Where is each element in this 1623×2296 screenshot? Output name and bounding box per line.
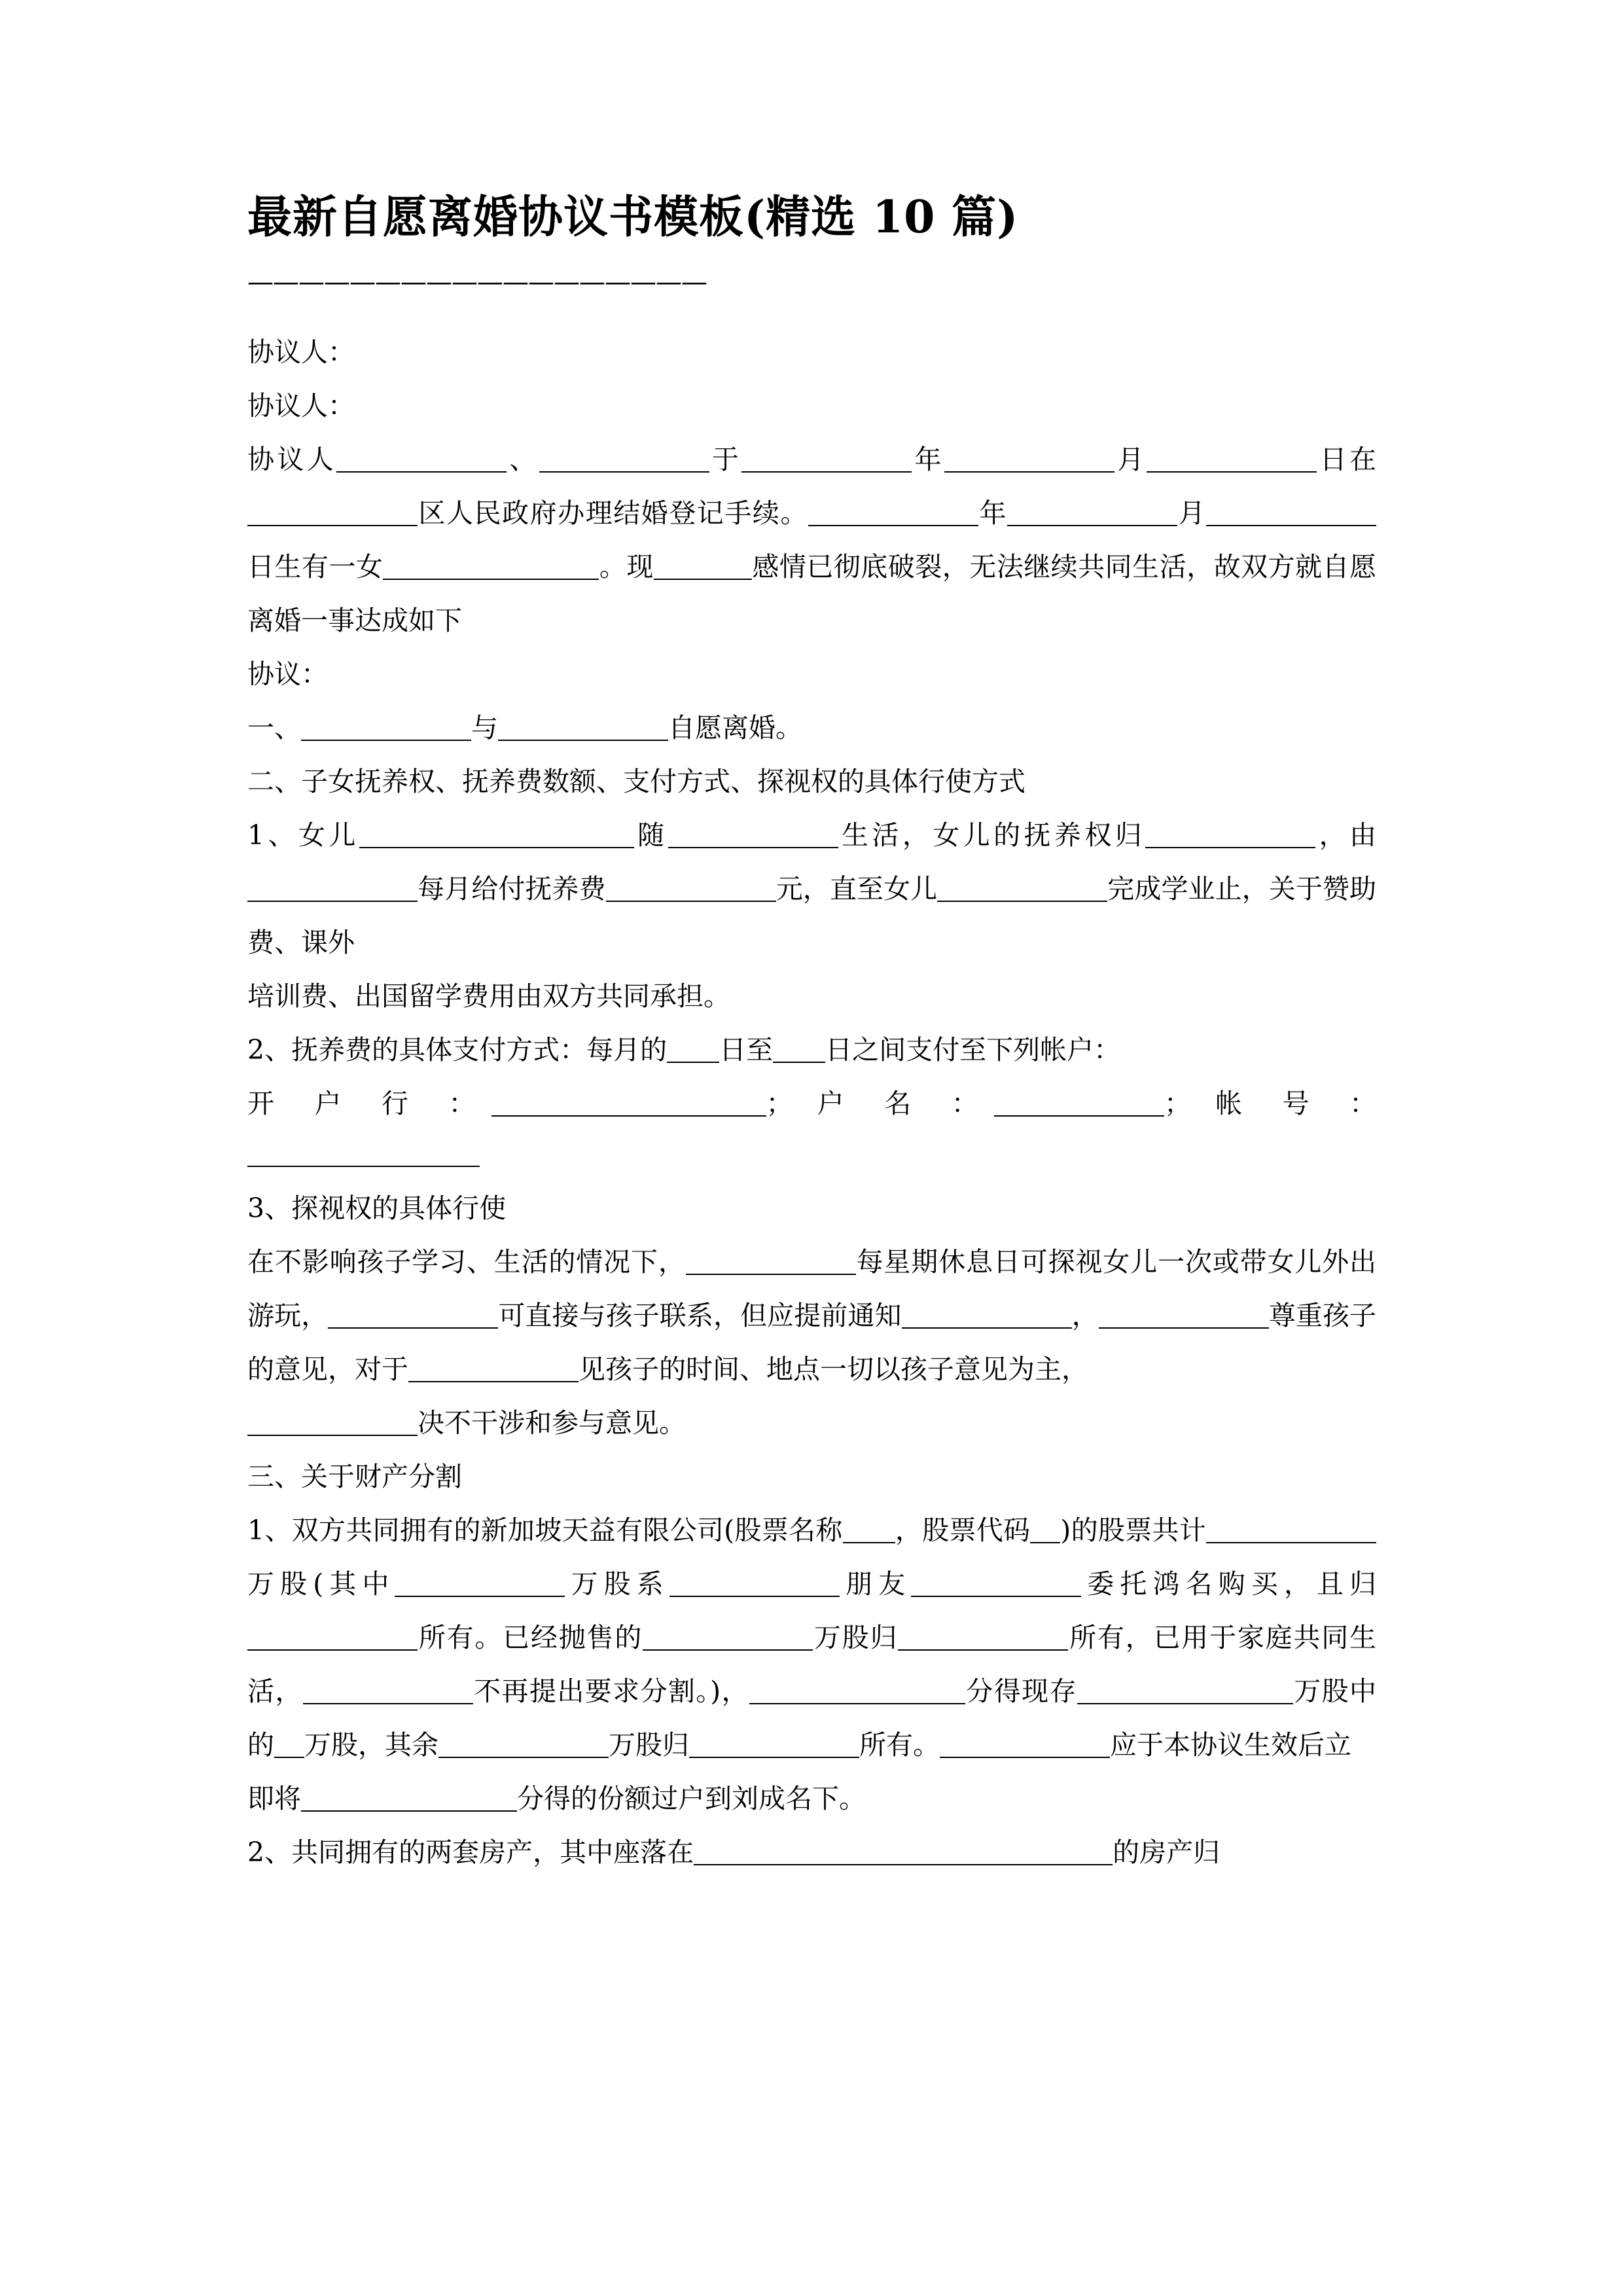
blank-visiting-party[interactable] xyxy=(686,1254,856,1275)
intro-text-g: 区人 xyxy=(418,497,474,529)
blank-respect-party[interactable] xyxy=(1099,1308,1269,1329)
sub3-text-3a: 尊重孩子的意见，对于 xyxy=(247,1300,1377,1385)
prop1-text-1c: )的股票共 xyxy=(1060,1515,1179,1546)
blank-subset-shares[interactable] xyxy=(395,1576,565,1597)
blank-no-claim-party[interactable] xyxy=(303,1683,473,1704)
prop1-text-2d: 朋友 xyxy=(839,1568,912,1600)
prop1-text-5b: 万股，其余 xyxy=(304,1729,438,1761)
prop1-text-6b: 分得的份额过户到刘成名下。 xyxy=(517,1783,866,1814)
prop2-text-1b: 的房产归 xyxy=(1113,1837,1221,1868)
prop1-text-5e: 应于本协议生效后立 xyxy=(1110,1729,1351,1761)
intro-text-2d: 日生有一女 xyxy=(247,551,383,583)
blank-bank-branch[interactable] xyxy=(491,1096,766,1117)
blank-pay-from-day[interactable] xyxy=(667,1042,719,1063)
blank-education-stage[interactable] xyxy=(937,881,1107,902)
clause-two-sub-one-cont: 培训费、出国留学费用由双方共同承担。 xyxy=(247,980,730,1012)
blank-contact-party[interactable] xyxy=(328,1308,498,1329)
blank-friend-name[interactable] xyxy=(911,1576,1081,1597)
clause-two-heading: 二、子女抚养权、抚养费数额、支付方式、探视权的具体行使方式 xyxy=(247,766,1026,797)
blank-rest-owner[interactable] xyxy=(689,1737,859,1758)
prop1-text-5d: 所有。 xyxy=(859,1729,940,1761)
prop2-text-1a: 2、共同拥有的两套房产，其中座落在 xyxy=(247,1837,694,1868)
intro-text-a: 协议人 xyxy=(247,444,336,475)
prop1-text-3d: 所有，已用于家庭共同生 xyxy=(1068,1622,1377,1653)
sub3-text-2c: ， xyxy=(1071,1300,1099,1331)
bank-account-line xyxy=(247,1077,1376,1130)
prop1-text-2e: 委托鸿名购买，且 xyxy=(1081,1568,1350,1600)
blank-meeting-party[interactable] xyxy=(408,1361,579,1382)
sub2-text-c: 日之间支付至下列帐户： xyxy=(825,1034,1121,1066)
blank-notify-party[interactable] xyxy=(902,1308,1072,1329)
clause-three-sub-one xyxy=(247,1503,1376,1772)
blank-remaining-shares[interactable] xyxy=(1077,1683,1293,1704)
prop1-text-2a: 计 xyxy=(1179,1515,1207,1546)
blank-pay-to-day[interactable] xyxy=(773,1042,825,1063)
blank-living-with[interactable] xyxy=(668,827,838,848)
prop1-text-4a: 活， xyxy=(247,1676,303,1707)
blank-divorce-party-1[interactable] xyxy=(301,720,471,741)
blank-daughter-full-name[interactable] xyxy=(359,827,634,848)
blank-stock-code[interactable] xyxy=(1030,1522,1060,1543)
prop1-text-6a: 即将 xyxy=(247,1783,301,1814)
intro-text-3b: 感情已彻底破裂，无法继续共同生活，故双方就自愿离婚一事达成如下 xyxy=(247,551,1377,636)
clause-three-sub-one-closing xyxy=(247,1772,1376,1825)
clause-one-number: 一、 xyxy=(247,712,301,744)
intro-text-3a: 现 xyxy=(626,551,654,583)
sub3-text-3b: 见孩子的时间、地点一切以孩子意见为主， xyxy=(579,1354,1088,1385)
document-body xyxy=(247,0,1376,1879)
intro-text-e: 月 xyxy=(1114,444,1147,475)
prop1-text-4d: 万股 xyxy=(1293,1676,1350,1707)
blank-total-shares[interactable] xyxy=(1206,1522,1376,1543)
blank-party-name-1[interactable] xyxy=(336,452,507,473)
blank-party-name-2[interactable] xyxy=(539,452,709,473)
intro-text-2b: 年 xyxy=(978,497,1007,529)
clause-one xyxy=(247,701,1376,755)
blank-receiving-party[interactable] xyxy=(749,1683,965,1704)
prop1-text-2b: 万股(其中 xyxy=(247,1568,395,1600)
blank-noninterference-party[interactable] xyxy=(247,1415,418,1436)
blank-sold-shares[interactable] xyxy=(643,1630,813,1651)
intro-text-c: 于 xyxy=(709,444,742,475)
clause-two-sub-three-body xyxy=(247,1235,1376,1396)
title-separator-rule: —————————————————— xyxy=(247,267,707,297)
blank-transfer-party[interactable] xyxy=(940,1737,1110,1758)
blank-marriage-day[interactable] xyxy=(1147,452,1317,473)
blank-marriage-year[interactable] xyxy=(741,452,912,473)
sub3-text-4: 决不干涉和参与意见。 xyxy=(418,1407,686,1439)
prop1-text-1b: ，股票代码 xyxy=(895,1515,1031,1546)
blank-support-amount[interactable] xyxy=(606,881,776,902)
blank-daughter-name[interactable] xyxy=(383,559,599,580)
prop1-text-3c: 万股归 xyxy=(813,1622,899,1653)
intro-closing: 协议： xyxy=(247,658,328,690)
bank-label: 开 户 行 ： xyxy=(247,1088,491,1119)
sub1-text-a: 1、女儿 xyxy=(247,819,359,851)
sub3-text-1a: 在不影响孩子学习、生活的情况下， xyxy=(247,1246,686,1278)
sub3-text-1b: 每星期休息日可探视女儿一次或带 xyxy=(855,1246,1268,1278)
blank-payer[interactable] xyxy=(247,881,418,902)
blank-property-address[interactable] xyxy=(694,1844,1113,1865)
sub2-text-b: 日至 xyxy=(719,1034,774,1066)
prop1-text-3b: 所有。已经抛售的 xyxy=(418,1622,643,1653)
sub2-text-a: 2、抚养费的具体支付方式：每月的 xyxy=(247,1034,668,1066)
blank-custody-holder[interactable] xyxy=(1145,827,1315,848)
sub3-text-2a: 女儿外出游玩， xyxy=(247,1246,1377,1331)
intro-text-2a: 民政府办理结婚登记手续。 xyxy=(474,497,808,529)
blank-sold-owner[interactable] xyxy=(898,1630,1068,1651)
prop1-text-3a: 归 xyxy=(1349,1568,1377,1600)
blank-relationship[interactable] xyxy=(654,559,752,580)
prop1-text-4c: 分得现存 xyxy=(965,1676,1077,1707)
blank-district[interactable] xyxy=(247,505,418,526)
party-label-1: 协议人： xyxy=(247,336,355,368)
sub1-text-c: 生活，女儿的抚养权归 xyxy=(838,819,1146,851)
sub1-text-2a: 每月给付抚养费 xyxy=(418,873,606,905)
clause-two-sub-three-heading: 3、探视权的具体行使 xyxy=(247,1193,507,1224)
blank-marriage-month[interactable] xyxy=(944,452,1115,473)
intro-text-d: 年 xyxy=(912,444,944,475)
blank-divorce-party-2[interactable] xyxy=(498,720,668,741)
blank-stock-name[interactable] xyxy=(843,1522,895,1543)
intro-text-b: 、 xyxy=(506,444,539,475)
prop1-text-2c: 万股系 xyxy=(565,1568,669,1600)
sub1-text-b: 随 xyxy=(633,819,668,851)
intro-text-f: 日在 xyxy=(1317,444,1377,475)
page-title: 最新自愿离婚协议书模板(精选 10 篇) xyxy=(247,191,1019,243)
sub1-text-2b: 元，直至女儿 xyxy=(776,873,938,905)
clause-three-sub-two xyxy=(247,1825,1376,1879)
blank-birth-month[interactable] xyxy=(1007,505,1177,526)
prop1-text-4b: 不再提出要求分割。)， xyxy=(473,1676,749,1707)
blank-entrusting-party[interactable] xyxy=(669,1576,840,1597)
prop1-text-5c: 万股归 xyxy=(609,1729,689,1761)
account-number-label: ； 帐 号 ： xyxy=(1164,1088,1376,1119)
blank-birth-year[interactable] xyxy=(808,505,978,526)
party-label-2: 协议人： xyxy=(247,390,355,422)
clause-three-heading: 三、关于财产分割 xyxy=(247,1461,462,1492)
blank-transfer-from-party[interactable] xyxy=(301,1791,517,1812)
clause-one-text-b: 与 xyxy=(471,712,498,744)
account-name-label: ； 户 名 ： xyxy=(766,1088,994,1119)
intro-text-2c: 月 xyxy=(1177,497,1207,529)
clause-two-sub-two xyxy=(247,1023,1376,1077)
blank-birth-day[interactable] xyxy=(1206,505,1376,526)
clause-two-sub-three-closing xyxy=(247,1396,1376,1450)
blank-account-name[interactable] xyxy=(994,1096,1164,1117)
intro-text-2e: 。 xyxy=(599,551,627,583)
sub1-text-2c: 完成学业止，关于赞助费、课外 xyxy=(247,873,1377,958)
sub1-text-d: ，由 xyxy=(1315,819,1377,851)
clause-two-sub-one xyxy=(247,808,1376,969)
clause-one-text-c: 自愿离婚。 xyxy=(668,712,802,744)
blank-rest-shares[interactable] xyxy=(438,1737,609,1758)
prop1-text-1a: 1、双方共同拥有的新加坡天益有限公司(股票名称 xyxy=(247,1515,843,1546)
blank-owner-party[interactable] xyxy=(247,1630,418,1651)
blank-account-number[interactable] xyxy=(247,1166,480,1167)
prop1-text-5a: 中的 xyxy=(247,1676,1377,1761)
blank-portion-shares[interactable] xyxy=(274,1737,304,1758)
intro-paragraph xyxy=(247,433,1376,647)
sub3-text-2b: 可直接与孩子联系，但应提前通知 xyxy=(498,1300,902,1331)
